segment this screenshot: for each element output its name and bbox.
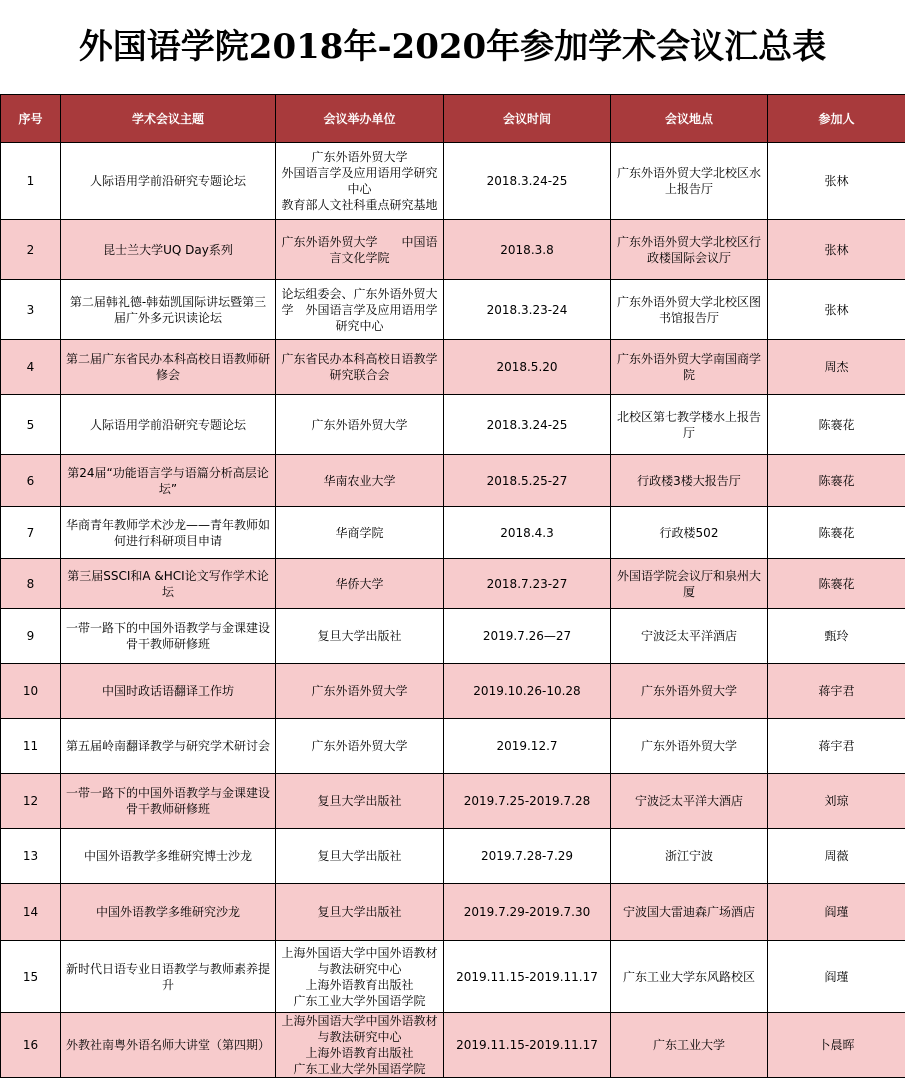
cell-organizer: 广东省民办本科高校日语教学研究联合会 xyxy=(276,340,444,395)
table-row xyxy=(1,507,905,559)
cell-time: 2019.11.15-2019.11.17 xyxy=(444,941,611,1013)
cell-topic: 新时代日语专业日语教学与教师素养提升 xyxy=(61,941,276,1013)
cell-organizer: 论坛组委会、广东外语外贸大学 外国语言学及应用语用学研究中心 xyxy=(276,280,444,340)
cell-topic: 中国外语教学多维研究博士沙龙 xyxy=(61,829,276,884)
cell-no: 10 xyxy=(1,664,61,719)
cell-person: 蒋宇君 xyxy=(768,719,905,774)
cell-no: 15 xyxy=(1,941,61,1013)
cell-venue: 广东工业大学 xyxy=(611,1013,768,1078)
cell-person: 张林 xyxy=(768,143,905,220)
cell-venue: 广东外语外贸大学 xyxy=(611,664,768,719)
cell-no: 4 xyxy=(1,340,61,395)
cell-topic: 中国外语教学多维研究沙龙 xyxy=(61,884,276,941)
cell-time: 2019.12.7 xyxy=(444,719,611,774)
cell-venue: 广东外语外贸大学南国商学院 xyxy=(611,340,768,395)
cell-venue: 广东外语外贸大学 xyxy=(611,719,768,774)
cell-person: 周杰 xyxy=(768,340,905,395)
cell-venue: 宁波国大雷迪森广场酒店 xyxy=(611,884,768,941)
table-row xyxy=(1,559,905,609)
cell-person: 陈褰花 xyxy=(768,455,905,507)
table-row xyxy=(1,455,905,507)
header-topic: 学术会议主题 xyxy=(61,95,276,143)
cell-person: 陈褰花 xyxy=(768,395,905,455)
cell-organizer: 华商学院 xyxy=(276,507,444,559)
cell-organizer: 广东外语外贸大学 中国语言文化学院 xyxy=(276,220,444,280)
cell-topic: 人际语用学前沿研究专题论坛 xyxy=(61,143,276,220)
cell-time: 2018.3.23-24 xyxy=(444,280,611,340)
cell-topic: 外教社南粤外语名师大讲堂（第四期） xyxy=(61,1013,276,1078)
cell-topic: 第二届广东省民办本科高校日语教师研修会 xyxy=(61,340,276,395)
cell-organizer: 广东外语外贸大学 xyxy=(276,664,444,719)
cell-venue: 广东外语外贸大学北校区水上报告厅 xyxy=(611,143,768,220)
cell-topic: 华商青年教师学术沙龙——青年教师如何进行科研项目申请 xyxy=(61,507,276,559)
cell-organizer: 上海外国语大学中国外语教材与教法研究中心 上海外语教育出版社 广东工业大学外国语学院 xyxy=(276,1013,444,1078)
conference-table xyxy=(0,94,905,1078)
cell-venue: 北校区第七教学楼水上报告厅 xyxy=(611,395,768,455)
cell-venue: 广东工业大学东风路校区 xyxy=(611,941,768,1013)
cell-organizer: 复旦大学出版社 xyxy=(276,829,444,884)
cell-person: 阎瑾 xyxy=(768,884,905,941)
cell-person: 陈褰花 xyxy=(768,559,905,609)
cell-venue: 广东外语外贸大学北校区行政楼国际会议厅 xyxy=(611,220,768,280)
table-row xyxy=(1,719,905,774)
cell-organizer: 广东外语外贸大学 外国语言学及应用语用学研究中心 教育部人文社科重点研究基地 xyxy=(276,143,444,220)
header-venue: 会议地点 xyxy=(611,95,768,143)
table-row xyxy=(1,664,905,719)
cell-time: 2019.7.25-2019.7.28 xyxy=(444,774,611,829)
document-title: 外国语学院2018年-2020年参加学术会议汇总表 xyxy=(78,27,827,67)
cell-venue: 浙江宁波 xyxy=(611,829,768,884)
cell-time: 2019.7.29-2019.7.30 xyxy=(444,884,611,941)
cell-topic: 昆士兰大学UQ Day系列 xyxy=(61,220,276,280)
cell-organizer: 复旦大学出版社 xyxy=(276,774,444,829)
cell-time: 2018.3.24-25 xyxy=(444,143,611,220)
cell-time: 2019.11.15-2019.11.17 xyxy=(444,1013,611,1078)
cell-person: 陈褰花 xyxy=(768,507,905,559)
header-organizer: 会议举办单位 xyxy=(276,95,444,143)
cell-topic: 人际语用学前沿研究专题论坛 xyxy=(61,395,276,455)
cell-topic: 第24届“功能语言学与语篇分析高层论坛” xyxy=(61,455,276,507)
table-row xyxy=(1,340,905,395)
cell-organizer: 复旦大学出版社 xyxy=(276,609,444,664)
cell-person: 刘琼 xyxy=(768,774,905,829)
table-row xyxy=(1,774,905,829)
cell-venue: 行政楼502 xyxy=(611,507,768,559)
cell-organizer: 华南农业大学 xyxy=(276,455,444,507)
table-row xyxy=(1,143,905,220)
cell-no: 9 xyxy=(1,609,61,664)
cell-no: 16 xyxy=(1,1013,61,1078)
cell-time: 2019.7.28-7.29 xyxy=(444,829,611,884)
cell-time: 2018.4.3 xyxy=(444,507,611,559)
cell-no: 1 xyxy=(1,143,61,220)
cell-person: 张林 xyxy=(768,280,905,340)
cell-topic: 第二届韩礼德-韩茹凯国际讲坛暨第三届广外多元识读论坛 xyxy=(61,280,276,340)
cell-time: 2018.5.25-27 xyxy=(444,455,611,507)
cell-topic: 一带一路下的中国外语教学与金课建设骨干教师研修班 xyxy=(61,774,276,829)
cell-no: 11 xyxy=(1,719,61,774)
table-row xyxy=(1,829,905,884)
table-row xyxy=(1,884,905,941)
cell-no: 12 xyxy=(1,774,61,829)
cell-organizer: 广东外语外贸大学 xyxy=(276,395,444,455)
header-person: 参加人 xyxy=(768,95,905,143)
cell-no: 8 xyxy=(1,559,61,609)
cell-person: 张林 xyxy=(768,220,905,280)
cell-venue: 宁波泛太平洋大酒店 xyxy=(611,774,768,829)
cell-time: 2018.3.8 xyxy=(444,220,611,280)
cell-no: 6 xyxy=(1,455,61,507)
table-row xyxy=(1,609,905,664)
cell-venue: 行政楼3楼大报告厅 xyxy=(611,455,768,507)
table-header-row xyxy=(1,95,905,143)
cell-organizer: 复旦大学出版社 xyxy=(276,884,444,941)
cell-time: 2019.10.26-10.28 xyxy=(444,664,611,719)
cell-topic: 一带一路下的中国外语教学与金课建设骨干教师研修班 xyxy=(61,609,276,664)
table-row xyxy=(1,941,905,1013)
cell-time: 2018.5.20 xyxy=(444,340,611,395)
cell-topic: 中国时政话语翻译工作坊 xyxy=(61,664,276,719)
cell-venue: 广东外语外贸大学北校区图书馆报告厅 xyxy=(611,280,768,340)
cell-organizer: 上海外国语大学中国外语教材与教法研究中心 上海外语教育出版社 广东工业大学外国语学院 xyxy=(276,941,444,1013)
cell-person: 甄玲 xyxy=(768,609,905,664)
cell-no: 7 xyxy=(1,507,61,559)
cell-venue: 宁波泛太平洋酒店 xyxy=(611,609,768,664)
table-row xyxy=(1,395,905,455)
cell-no: 3 xyxy=(1,280,61,340)
cell-topic: 第五届岭南翻译教学与研究学术研讨会 xyxy=(61,719,276,774)
header-no: 序号 xyxy=(1,95,61,143)
cell-topic: 第三届SSCI和A &HCI论文写作学术论坛 xyxy=(61,559,276,609)
table-row xyxy=(1,280,905,340)
cell-organizer: 广东外语外贸大学 xyxy=(276,719,444,774)
header-time: 会议时间 xyxy=(444,95,611,143)
table-row xyxy=(1,1013,905,1078)
cell-time: 2018.3.24-25 xyxy=(444,395,611,455)
cell-person: 卜晨晖 xyxy=(768,1013,905,1078)
cell-person: 周薇 xyxy=(768,829,905,884)
cell-no: 2 xyxy=(1,220,61,280)
table-row xyxy=(1,220,905,280)
cell-venue: 外国语学院会议厅和泉州大厦 xyxy=(611,559,768,609)
cell-person: 阎瑾 xyxy=(768,941,905,1013)
cell-no: 14 xyxy=(1,884,61,941)
cell-no: 5 xyxy=(1,395,61,455)
cell-person: 蒋宇君 xyxy=(768,664,905,719)
cell-organizer: 华侨大学 xyxy=(276,559,444,609)
cell-time: 2018.7.23-27 xyxy=(444,559,611,609)
cell-time: 2019.7.26—27 xyxy=(444,609,611,664)
cell-no: 13 xyxy=(1,829,61,884)
